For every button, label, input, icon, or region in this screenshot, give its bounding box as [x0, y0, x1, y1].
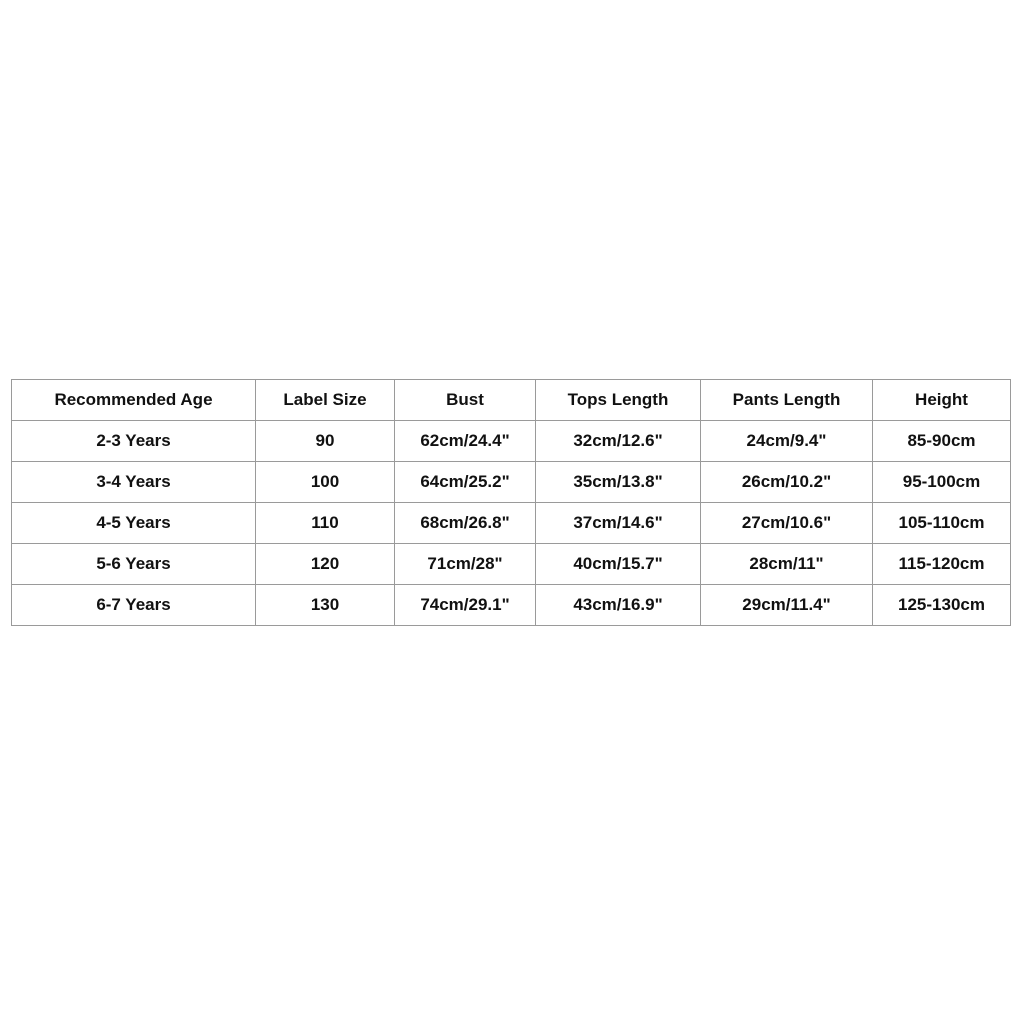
header-tops-length: Tops Length: [536, 380, 701, 421]
table-row: [12, 462, 1011, 503]
cell-height: 115-120cm: [873, 544, 1011, 585]
cell-bust: 62cm/24.4": [395, 421, 536, 462]
cell-pants-length: 28cm/11": [701, 544, 873, 585]
size-chart-table: [11, 379, 1011, 626]
cell-height: 125-130cm: [873, 585, 1011, 626]
cell-recommended-age: 3-4 Years: [12, 462, 256, 503]
table-row: [12, 544, 1011, 585]
cell-label-size: 130: [256, 585, 395, 626]
cell-tops-length: 35cm/13.8": [536, 462, 701, 503]
header-row: [12, 380, 1011, 421]
cell-bust: 74cm/29.1": [395, 585, 536, 626]
table-row: [12, 585, 1011, 626]
cell-label-size: 120: [256, 544, 395, 585]
cell-recommended-age: 5-6 Years: [12, 544, 256, 585]
cell-height: 85-90cm: [873, 421, 1011, 462]
cell-pants-length: 27cm/10.6": [701, 503, 873, 544]
header-pants-length: Pants Length: [701, 380, 873, 421]
cell-bust: 64cm/25.2": [395, 462, 536, 503]
cell-pants-length: 29cm/11.4": [701, 585, 873, 626]
header-recommended-age: Recommended Age: [12, 380, 256, 421]
cell-label-size: 110: [256, 503, 395, 544]
cell-label-size: 100: [256, 462, 395, 503]
cell-label-size: 90: [256, 421, 395, 462]
cell-recommended-age: 4-5 Years: [12, 503, 256, 544]
cell-height: 95-100cm: [873, 462, 1011, 503]
cell-pants-length: 26cm/10.2": [701, 462, 873, 503]
table-row: [12, 503, 1011, 544]
cell-height: 105-110cm: [873, 503, 1011, 544]
cell-bust: 68cm/26.8": [395, 503, 536, 544]
header-height: Height: [873, 380, 1011, 421]
cell-tops-length: 32cm/12.6": [536, 421, 701, 462]
cell-tops-length: 43cm/16.9": [536, 585, 701, 626]
table-row: [12, 421, 1011, 462]
cell-pants-length: 24cm/9.4": [701, 421, 873, 462]
cell-bust: 71cm/28": [395, 544, 536, 585]
header-bust: Bust: [395, 380, 536, 421]
header-label-size: Label Size: [256, 380, 395, 421]
cell-tops-length: 37cm/14.6": [536, 503, 701, 544]
cell-recommended-age: 2-3 Years: [12, 421, 256, 462]
cell-tops-length: 40cm/15.7": [536, 544, 701, 585]
cell-recommended-age: 6-7 Years: [12, 585, 256, 626]
